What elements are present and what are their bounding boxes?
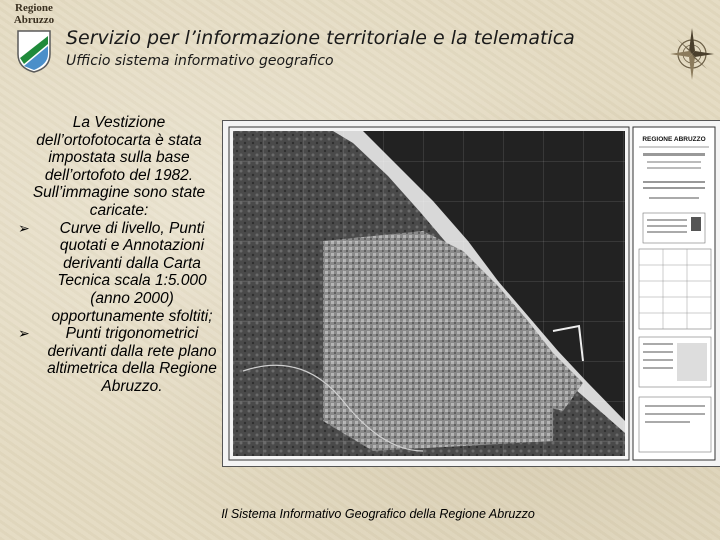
body-text-block bbox=[14, 114, 224, 396]
region-crest-icon bbox=[14, 28, 54, 74]
page-title: Servizio per l’informazione territoriale e la telematica bbox=[66, 27, 575, 49]
logo-line-2: Abruzzo bbox=[13, 14, 55, 26]
bullet-text: Curve di livello, Punti quotati e Annotazioni derivanti dalla Carta Tecnica scala 1:5.000 (anno 2000) opportunamente sfoltiti; bbox=[51, 219, 213, 325]
arrow-bullet-icon: ➢ bbox=[18, 219, 30, 236]
bullet-item bbox=[14, 220, 224, 326]
intro-paragraph: La Vestizione dell’ortofotocarta è stata impostata sulla base dell’ortofoto del 1982. Sull’immagine sono state caricate: bbox=[32, 114, 206, 219]
map-sheet-header: REGIONE ABRUZZO bbox=[642, 136, 706, 143]
orthophoto-map-drawing bbox=[223, 121, 720, 466]
arrow-bullet-icon: ➢ bbox=[18, 325, 30, 342]
bullet-text: Punti trigonometrici derivanti dalla rete plano altimetrica della Regione Abruzzo. bbox=[47, 325, 217, 395]
compass-rose-icon bbox=[668, 24, 716, 84]
page-subtitle: Ufficio sistema informativo geografico bbox=[66, 53, 334, 69]
bullet-item bbox=[14, 325, 224, 395]
orthophoto-map-image bbox=[222, 120, 720, 467]
footer-caption: Il Sistema Informativo Geografico della Regione Abruzzo bbox=[221, 507, 535, 521]
region-logo-text bbox=[8, 2, 60, 26]
logo-line-1: Regione bbox=[15, 2, 53, 14]
